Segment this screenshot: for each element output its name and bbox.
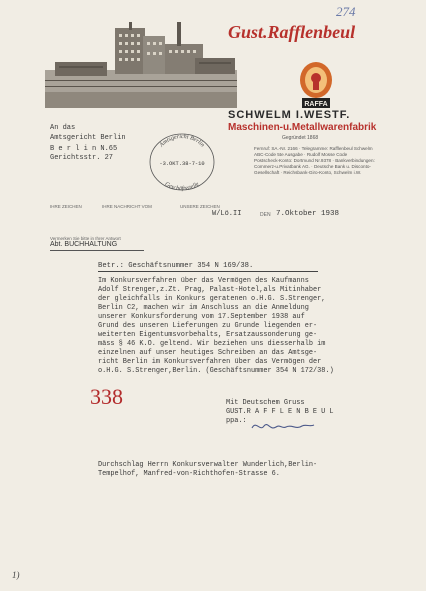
closing-greeting: Mit Deutschem Gruss [226, 399, 305, 407]
body-line: richt Berlin im Konkursverfahren über das Vermögen der [98, 358, 322, 366]
body-line: Adolf Strenger,z.Zt. Prag, Palast-Hotel,als Mitinhaber [98, 286, 322, 294]
factory-illustration-icon [45, 22, 237, 108]
handwritten-cost-number: 338 [90, 384, 123, 409]
raffa-logo-icon [296, 58, 336, 110]
letter-date: 7.Oktober 1938 [276, 210, 340, 218]
company-tagline: Maschinen-u.Metallwarenfabrik [228, 122, 377, 133]
pen-archive-mark: 274 [336, 4, 356, 19]
logo-text: RAFFA [304, 101, 328, 108]
stamp-bottom-text: Geschäftsstelle [163, 181, 201, 192]
recipient-line: An das [50, 124, 76, 132]
copy-note-line: Durchschlag Herrn Konkursverwalter Wunderlich,Berlin- [98, 461, 318, 469]
date-label: DEN [260, 212, 271, 218]
corner-mark: 1) [12, 570, 20, 580]
recipient-line: Gerichtsstr. 27 [50, 154, 114, 162]
field-label-our-sign: UNSERE ZEICHEN [180, 204, 220, 209]
body-line: weiterten Eigentumsvorbehalts, Ersatzaussonderung ge- [98, 331, 318, 339]
contact-line: Gesellschaft · Reichsbank-Giro-Konto, Schwelm i.W. [254, 170, 362, 175]
contact-line: ABC-Code 5te Ausgabe · Rudolf Mosse Code [254, 152, 348, 157]
field-label-your-message: IHRE NACHRICHT VOM [102, 204, 152, 209]
subject-line: Betr.: Geschäftsnummer 354 N 169/38. [98, 262, 254, 270]
body-line: Berlin C2, machen wir im Anschluss an die Anmeldung [98, 304, 309, 312]
our-sign-value: W/Lö.II [212, 210, 242, 218]
recipient-line: Amtsgericht Berlin [50, 134, 126, 142]
body-line: unserer Konkursforderung vom 17.September 1938 auf [98, 313, 305, 321]
copy-note-line: Tempelhof, Manfred-von-Richthofen-Strasse 6. [98, 470, 280, 478]
company-city: SCHWELM I.WESTF. [228, 109, 351, 121]
recipient-line: B e r l i n N.65 [50, 145, 118, 153]
body-line: der gleichfalls in Konkurs geratenen o.H.G. S.Strenger, [98, 295, 326, 303]
court-received-stamp-icon [148, 132, 216, 192]
contact-line: Postscheck-Konto: Dortmund Nr.9378 · Bankverbindungen: [254, 158, 375, 163]
closing-ppa: ppa.: [226, 417, 247, 425]
company-name: Gust.Rafflenbeul [228, 22, 356, 42]
svg-text:Geschäftsstelle [164, 181, 201, 192]
closing-company: GUST.R A F F L E N B E U L [226, 408, 334, 416]
department-name: Abt. BUCHHALTUNG [50, 241, 118, 248]
body-line: Grund des unseren Lieferungen zu Grunde liegenden er- [98, 322, 318, 330]
body-line: mäss § 46 K.O. geltend. Wir beziehen uns diesserhalb im [98, 340, 326, 348]
divider [50, 250, 144, 251]
field-label-your-sign: IHRE ZEICHEN [50, 204, 82, 209]
founded-note: Gegründet 1868 [282, 135, 319, 141]
stamp-date: -3.OKT.38-7-10 [159, 161, 205, 167]
reply-reference-note: Vermerken Sie bitte in Ihrer Antwort [50, 236, 121, 241]
body-line: Im Konkursverfahren über das Vermögen des Kaufmanns [98, 277, 309, 285]
body-line: o.H.G. S.Strenger,Berlin. (Geschäftsnummer 354 N 172/38.) [98, 367, 334, 375]
contact-line: Commerz-u.Privatbank AG. · Deutsche Bank u. Disconto- [254, 164, 371, 169]
subject-underline [98, 271, 318, 272]
body-line: einzelnen auf unser heutiges Schreiben an das Amtsge- [98, 349, 318, 357]
contact-line: Fernruf: SA.-Nr. 2166 · Telegramme: Rafflenbeul Schwelm [254, 146, 373, 151]
signature-icon [250, 418, 316, 434]
stamp-top-text: Amtsgericht Berlin [158, 133, 206, 149]
svg-text:Amtsgericht Berlin [158, 134, 205, 149]
